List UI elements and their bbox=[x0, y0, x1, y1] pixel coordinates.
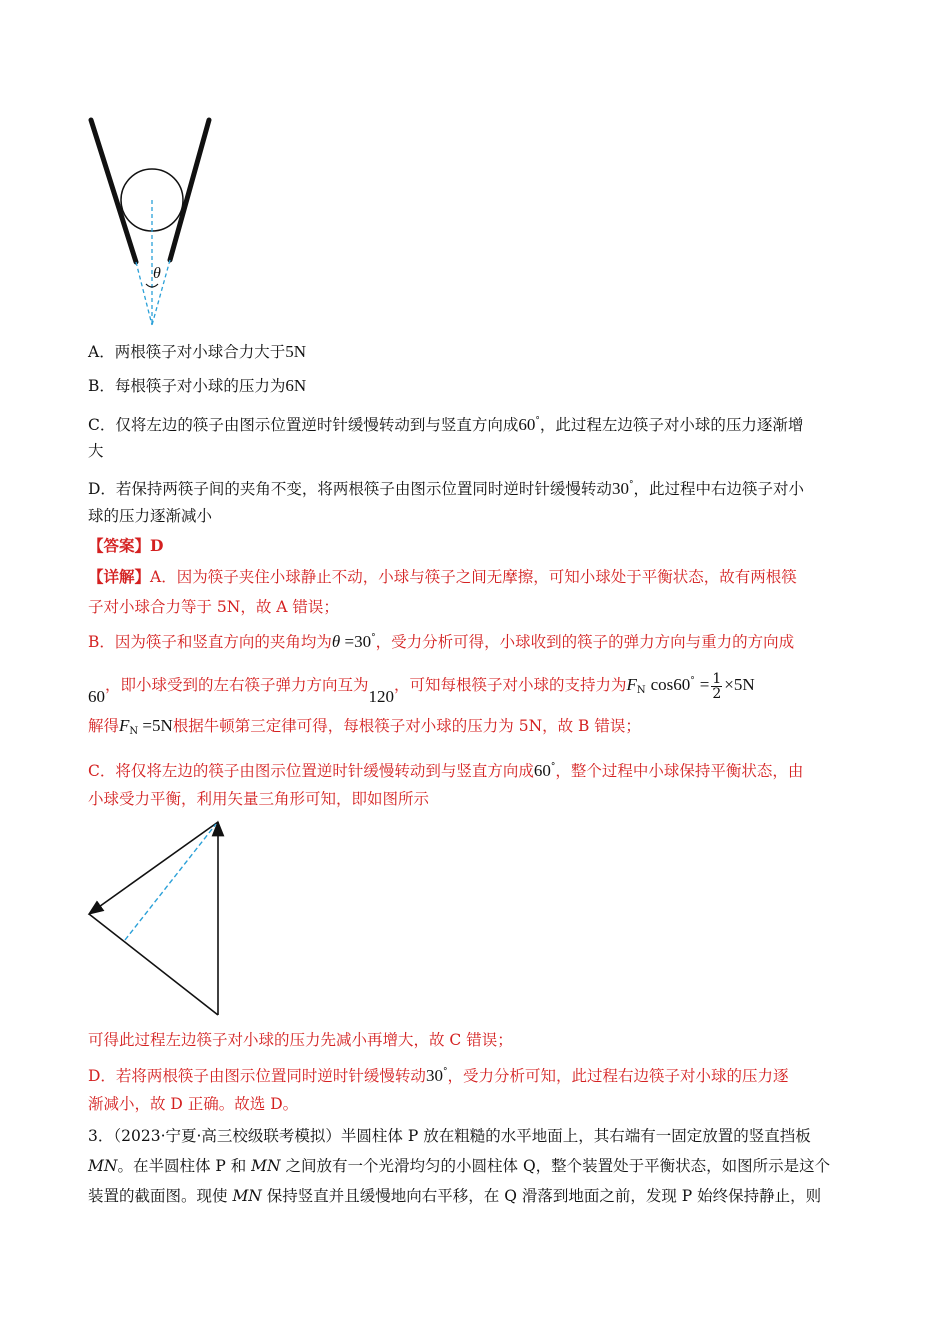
option-c-cont: 大 bbox=[88, 442, 104, 460]
explanation-b-cont: 60，即小球受到的左右筷子弹力方向互为120，可知每根筷子对小球的支持力为$F_N$ cos60° = $\frac{1}{2}$ ×5N bbox=[88, 670, 755, 706]
vector-right-force bbox=[89, 914, 218, 1015]
answer-line: 【答案】D bbox=[88, 536, 164, 555]
theta-label: θ bbox=[153, 265, 161, 282]
explanation-a-cont: 子对小球合力等于 5N，故 A 错误； bbox=[88, 598, 339, 616]
explanation-c-result: 可得此过程左边筷子对小球的压力先减小再增大，故 C 错误； bbox=[88, 1031, 513, 1049]
option-b: B．每根筷子对小球的压力为6N bbox=[88, 376, 307, 395]
question-3-line3: 装置的截面图。现使 MN 保持竖直并且缓慢地向右平移，在 Q 滑落到地面之前，发现 P 始终保持静止，则 bbox=[88, 1187, 822, 1205]
vector-left-force bbox=[89, 822, 218, 914]
question-3-line2: MN。在半圆柱体 P 和 MN 之间放有一个光滑均匀的小圆柱体 Q，整个装置处于平衡状态，如图所示是这个 bbox=[88, 1157, 831, 1175]
left-chopstick bbox=[91, 120, 136, 262]
left-extension-dashed bbox=[136, 262, 152, 325]
chopsticks-figure bbox=[80, 110, 230, 335]
vector-triangle-figure bbox=[80, 810, 240, 1025]
explanation-d-cont: 渐减小，故 D 正确。故选 D。 bbox=[88, 1095, 299, 1113]
explanation-b-result: 解得$F_N =5N$根据牛顿第三定律可得，每根筷子对小球的压力为 5N，故 B 错误； bbox=[88, 716, 641, 737]
option-c: C．仅将左边的筷子由图示位置逆时针缓慢转动到与竖直方向成60°，此过程左边筷子对小球的压力逐渐增 bbox=[88, 415, 804, 434]
question-3: 3．（2023·宁夏·高三校级联考模拟）半圆柱体 P 放在粗糙的水平地面上，其右端有一固定放置的竖直挡板 bbox=[88, 1127, 811, 1145]
explanation-d: D．若将两根筷子由图示位置同时逆时针缓慢转动30°，受力分析可知，此过程右边筷子对小球的压力逐 bbox=[88, 1066, 789, 1085]
option-a: A．两根筷子对小球合力大于5N bbox=[88, 342, 306, 361]
one-half-fraction: $\frac{1}{2}$ bbox=[712, 670, 722, 702]
explanation-a: 【详解】A．因为筷子夹住小球静止不动，小球与筷子之间无摩擦，可知小球处于平衡状态，故有两根筷 bbox=[88, 567, 797, 586]
right-chopstick bbox=[170, 120, 209, 260]
vector-dashed-min bbox=[125, 824, 216, 940]
option-d-cont: 球的压力逐渐减小 bbox=[88, 507, 213, 525]
explanation-c-cont: 小球受力平衡，利用矢量三角形可知，即如图所示 bbox=[88, 790, 430, 808]
explanation-c: C．将仅将左边的筷子由图示位置逆时针缓慢转动到与竖直方向成60°，整个过程中小球保持平衡状态，由 bbox=[88, 761, 804, 780]
explanation-b: B．因为筷子和竖直方向的夹角均为θ =30°，受力分析可得，小球收到的筷子的弹力方向与重力的方向成 bbox=[88, 632, 795, 651]
option-d: D．若保持两筷子间的夹角不变，将两根筷子由图示位置同时逆时针缓慢转动30°，此过程中右边筷子对小 bbox=[88, 479, 804, 498]
